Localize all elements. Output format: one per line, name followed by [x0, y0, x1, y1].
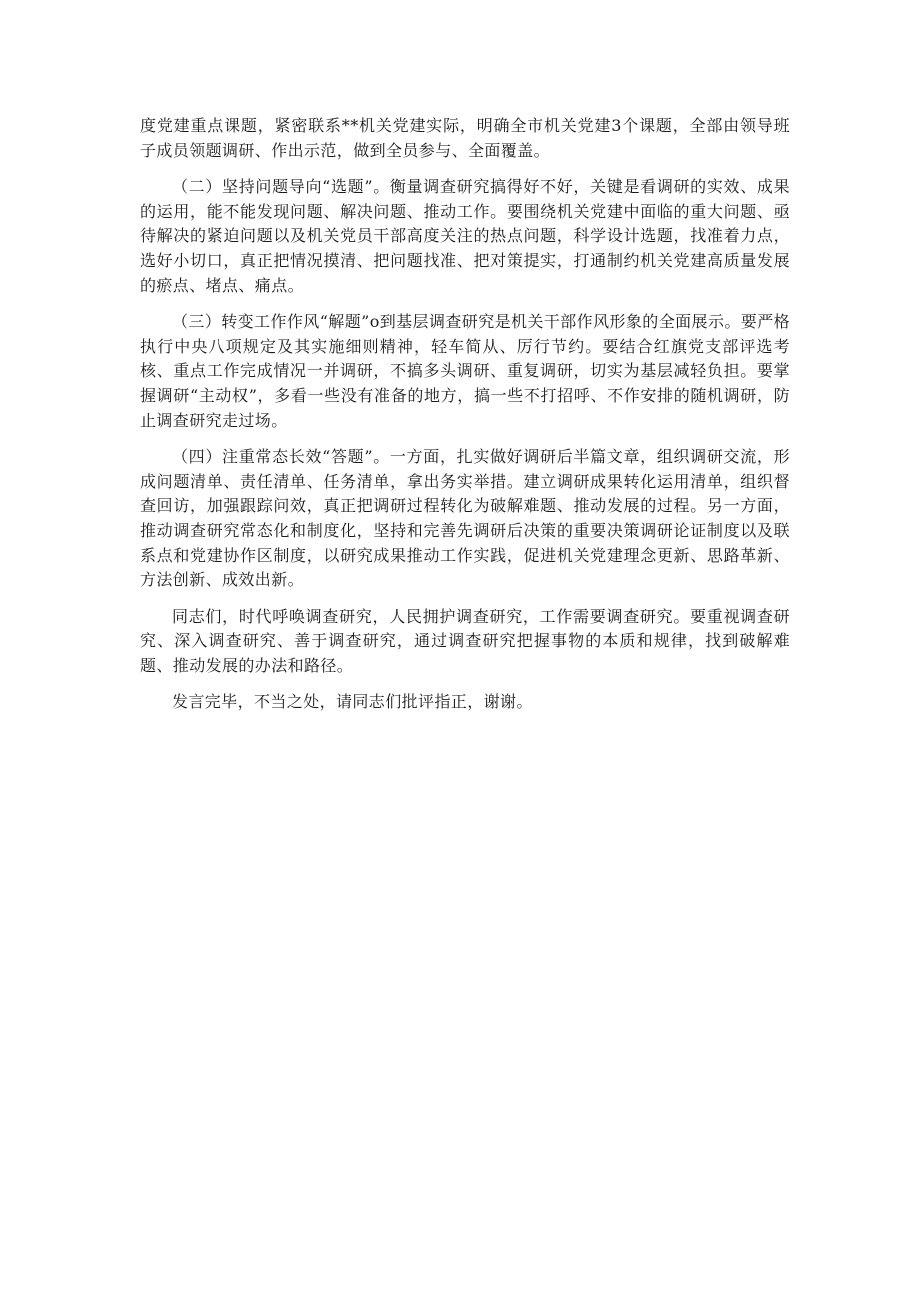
paragraph-section-two: （二）坚持问题导向“选题”。衡量调查研究搞得好不好，关键是看调研的实效、成果的运用，能不能发现问题、解决问题、推动工作。要围绕机关党建中面临的重大问题、亟待解决的紧迫问题以及机关党员干部高度关注的热点问题，科学设计选题，找准着力点，选好小切口，真正把情况摸清、把问题找准、把对策提实，打通制约机关党建高质量发展的瘀点、堵点、痛点。 [140, 177, 790, 295]
paragraph-section-three: （三）转变工作作风“解题”o到基层调查研究是机关干部作风形象的全面展示。要严格执行中央八项规定及其实施细则精神，轻车简从、厉行节约。要结合红旗党支部评选考核、重点工作完成情况一并调研，不搞多头调研、重复调研，切实为基层减轻负担。要掌握调研“主动权”，多看一些没有准备的地方，搞一些不打招呼、不作安排的随机调研，防止调查研究走过场。 [140, 312, 790, 430]
paragraph-section-four: （四）注重常态长效“答题”。一方面，扎实做好调研后半篇文章，组织调研交流，形成问题清单、责任清单、任务清单，拿出务实举措。建立调研成果转化运用清单，组织督查回访，加强跟踪问效，真正把调研过程转化为破解难题、推动发展的过程。另一方面，推动调查研究常态化和制度化，坚持和完善先调研后决策的重要决策调研论证制度以及联系点和党建协作区制度，以研究成果推动工作实践，促进机关党建理念更新、思路革新、方法创新、成效出新。 [140, 447, 790, 590]
paragraph-continuation: 度党建重点课题，紧密联系**机关党建实际，明确全市机关党建3个课题，全部由领导班子成员领题调研、作出示范，做到全员参与、全面覆盖。 [140, 116, 790, 160]
document-page [140, 114, 790, 727]
paragraph-sign-off: 发言完毕，不当之处，请同志们批评指正，谢谢。 [172, 692, 533, 712]
paragraph-closing-remarks: 同志们，时代呼唤调查研究，人民拥护调查研究，工作需要调查研究。要重视调查研究、深入调查研究、善于调查研究，通过调查研究把握事物的本质和规律，找到破解难题、推动发展的办法和路径。 [140, 606, 790, 675]
